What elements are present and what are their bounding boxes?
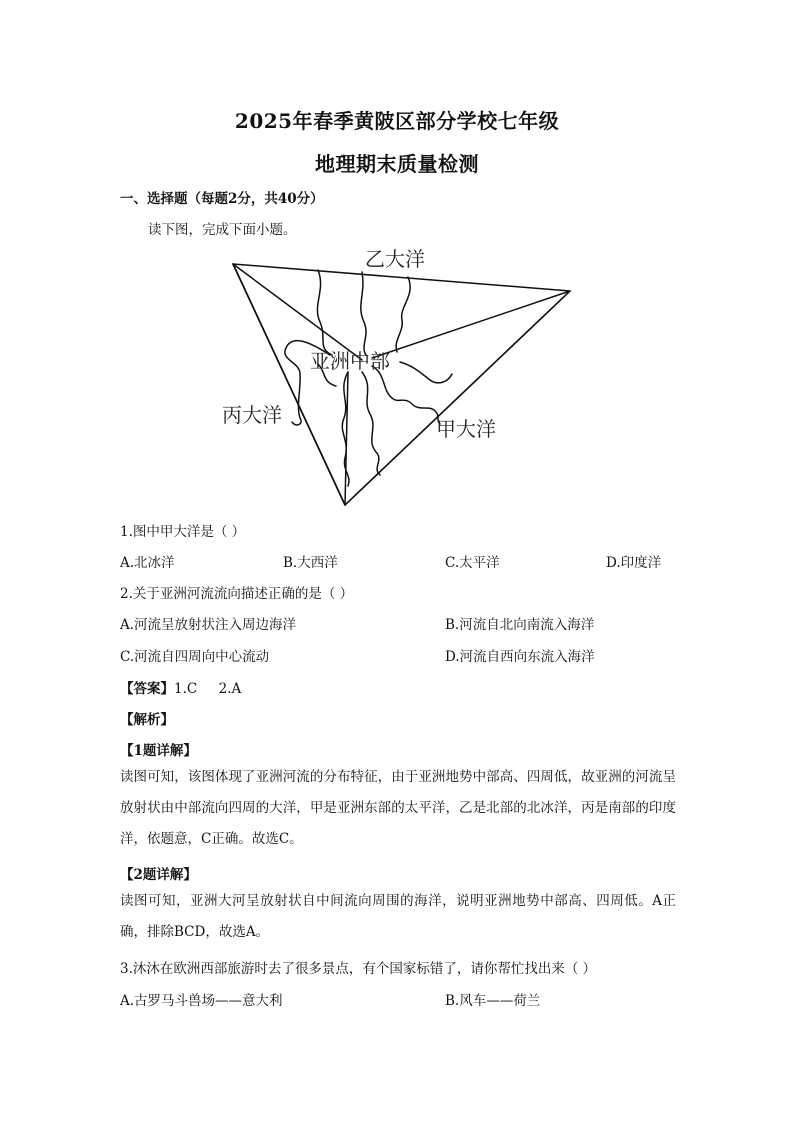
section-heading: 一、选择题（每题2分，共40分）: [120, 191, 324, 207]
river-north-2: [361, 272, 366, 355]
question-2-option-a: A.河流呈放射状注入周边海洋: [120, 617, 297, 633]
analysis-2-text: 读图可知，亚洲大河呈放射状自中间流向周围的海洋，说明亚洲地势中部高、四周低。A正确，排除BCD，故选A。: [120, 893, 676, 940]
figure-label-right: 甲大洋: [436, 417, 496, 441]
section-intro: 读下图，完成下面小题。: [148, 222, 297, 238]
figure-label-top: 乙大洋: [365, 247, 425, 271]
question-2-option-c: C.河流自四周向中心流动: [120, 649, 270, 665]
question-3-stem: 3.沐沐在欧洲西部旅游时去了很多景点，有个国家标错了，请你帮忙找出来（ ）: [120, 961, 597, 977]
figure-radial-line-1: [233, 264, 362, 360]
figure-divider-center: [233, 264, 345, 505]
river-north-1: [317, 270, 332, 355]
question-1-option-c: C.太平洋: [445, 555, 500, 571]
question-2-option-b: B.河流自北向南流入海洋: [445, 617, 595, 633]
analysis-1-label: 【1题详解】: [120, 743, 197, 759]
river-north-3: [396, 277, 410, 352]
question-2-option-d: D.河流自西向东流入海洋: [445, 649, 595, 665]
river-east: [372, 366, 440, 424]
analysis-2-label: 【2题详解】: [120, 867, 197, 883]
question-1-option-a: A.北冰洋: [120, 555, 175, 571]
analysis-1-text: 读图可知，该图体现了亚洲河流的分布特征，由于亚洲地势中部高、四周低，故亚洲的河流呈放射状由中部流向四周的大洋，甲是亚洲东部的太平洋，乙是北部的北冰洋，丙是南部的印度洋，依题意，C正确。故选C。: [120, 769, 676, 847]
question-3-option-a: A.古罗马斗兽场——意大利: [120, 993, 283, 1009]
analysis-label: 【解析】: [120, 712, 174, 728]
answer-row: [120, 677, 241, 697]
exam-title-line2: 地理期末质量检测: [315, 152, 479, 176]
question-1-option-b: B.大西洋: [283, 555, 338, 571]
question-3-option-b: B.风车——荷兰: [445, 993, 541, 1009]
question-2-stem: 2.关于亚洲河流流向描述正确的是（ ）: [120, 586, 354, 602]
asia-rivers-figure: [0, 0, 794, 520]
answer-text: 1.C 2.A: [174, 681, 242, 697]
question-1-option-d: D.印度洋: [606, 555, 662, 571]
figure-label-center: 亚洲中部: [310, 349, 390, 373]
figure-label-left: 丙大洋: [222, 403, 282, 427]
river-south-2: [362, 372, 380, 475]
river-east-branch: [400, 362, 452, 383]
exam-title-line1: 2025年春季黄陂区部分学校七年级: [234, 109, 560, 133]
answer-label: 【答案】: [120, 681, 174, 697]
figure-triangle-outline: [233, 264, 570, 505]
question-1-stem: 1.图中甲大洋是（ ）: [120, 524, 246, 540]
